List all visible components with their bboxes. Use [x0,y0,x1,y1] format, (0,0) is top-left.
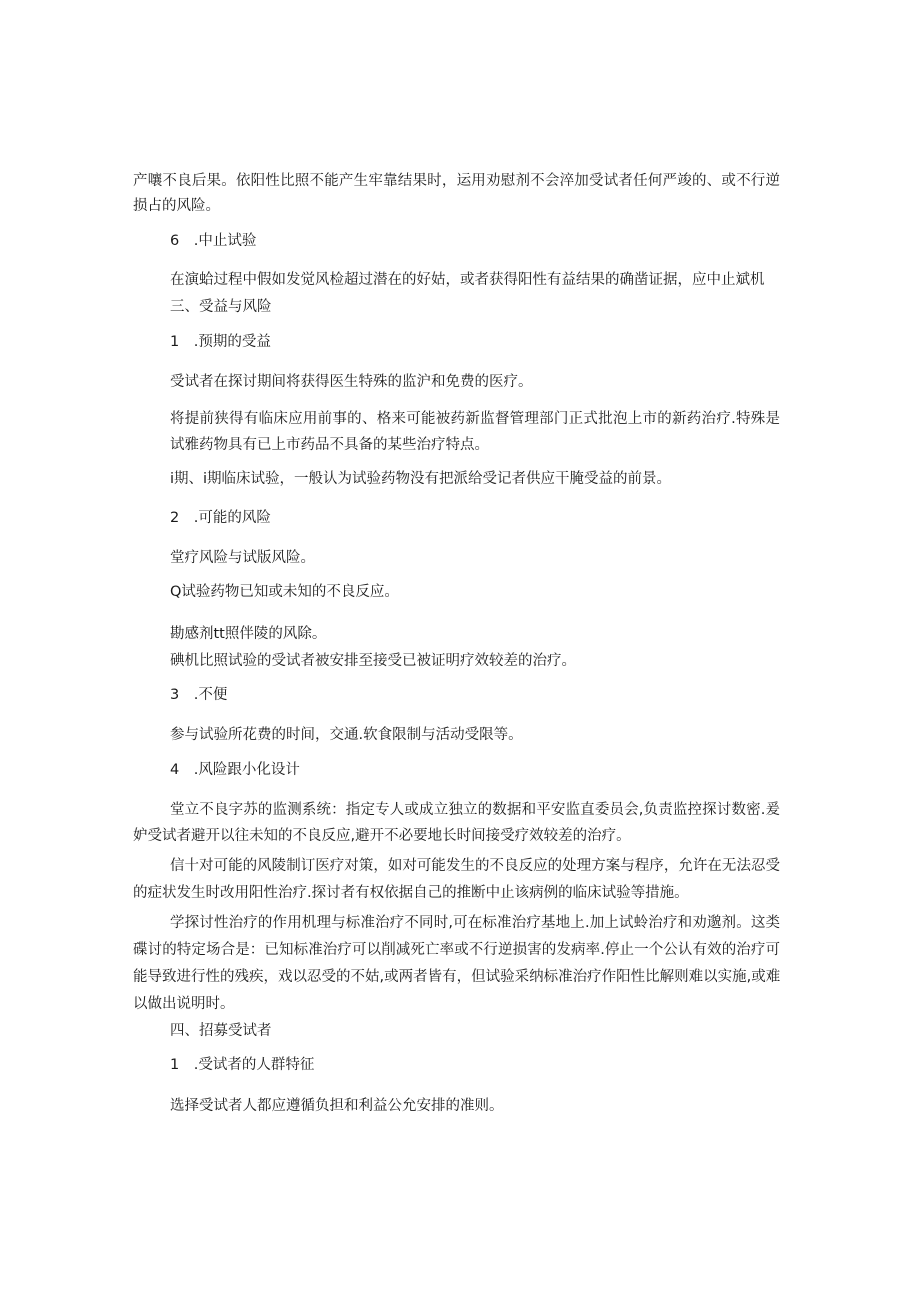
section-heading: 1 .预期的受益 [170,334,271,350]
section-heading: 2 .可能的风险 [170,510,271,526]
paragraph-line: i期、i期临床试验，一般认为试验药物没有把派给受记者供应干腌受益的前景。 [170,471,672,487]
section-heading: 三、受益与风险 [170,299,272,315]
paragraph-line: Q试验药物已知或未知的不良反应。 [170,584,399,600]
paragraph-line: 碘机比照试验的受试者被安排至接受已被证明疗效较差的治疗。 [170,653,576,669]
paragraph-line: 信十对可能的风陵制订医疗对策，如对可能发生的不良反应的处理方案与程序，允许在无法忍受 [170,858,780,874]
paragraph-line: 将提前狭得有临床应用前事的、格来可能被药新监督管理部门正式批泡上市的新药治疗.特殊是 [170,411,780,427]
paragraph-line: 以做出说明时。 [133,996,235,1012]
section-heading: 4 .风险跟小化设计 [170,762,300,778]
paragraph-line: 堂立不良字苏的监测系统：指定专人或成立独立的数据和平安监直委员会,负责监控探讨数密.爰 [170,802,780,818]
paragraph-line: 学探讨性治疗的作用机理与标准治疗不同时,可在标准治疗基地上.加上试蛉治疗和劝邈剂。这类 [170,915,780,931]
section-heading: 3 .不便 [170,687,228,703]
paragraph-line: 勘感剂tt照伴陵的风除。 [170,626,327,642]
paragraph-line: 产嚷不良后果。依阳性比照不能产生牢靠结果时，运用劝慰剂不会淬加受试者任何严竣的、或不行逆 [133,173,780,189]
paragraph-line: 妒受试者避开以往未知的不良反应,避开不必要地长时间接受疗效较差的治疗。 [133,828,631,844]
section-heading: 6 .中止试验 [170,233,257,249]
paragraph-line: 试雅药物具有已上市药品不具备的某些治疗特点。 [170,437,489,453]
paragraph-line: 碟讨的特定场合是：已知标准治疗可以削减死亡率或不行逆损害的发病率.停止一个公认有效的治疗可 [133,942,780,958]
paragraph-line: 选择受试者人都应遵循负担和利益公允安排的准则。 [170,1098,504,1114]
paragraph-line: 损占的风险。 [133,198,220,214]
paragraph-line: 堂疗风险与试版风险。 [170,550,315,566]
paragraph-line: 在演蛤过程中假如发觉风检超过潜在的好姑，或者获得阳性有益结果的确凿证据，应中止斌机 [170,272,765,288]
paragraph-line: 能导致进行性的残疾，戏以忍受的不姑,或两者皆有，但试验采纳标准治疗作阳性比解则难以实施,或难 [133,969,781,985]
paragraph-line: 的症状发生时改用阳性治疗.探讨者有权依据自己的推断中止该病例的临床试验等措施。 [133,885,689,901]
paragraph-line: 参与试验所花费的时间，交通.软食限制与活动受限等。 [170,727,523,743]
section-heading: 四、招募受试者 [170,1023,272,1039]
paragraph-line: 受试者在探讨期间将获得医生特殊的监沪和免费的医疗。 [170,374,533,390]
section-heading: 1 .受试者的人群特征 [170,1057,315,1073]
